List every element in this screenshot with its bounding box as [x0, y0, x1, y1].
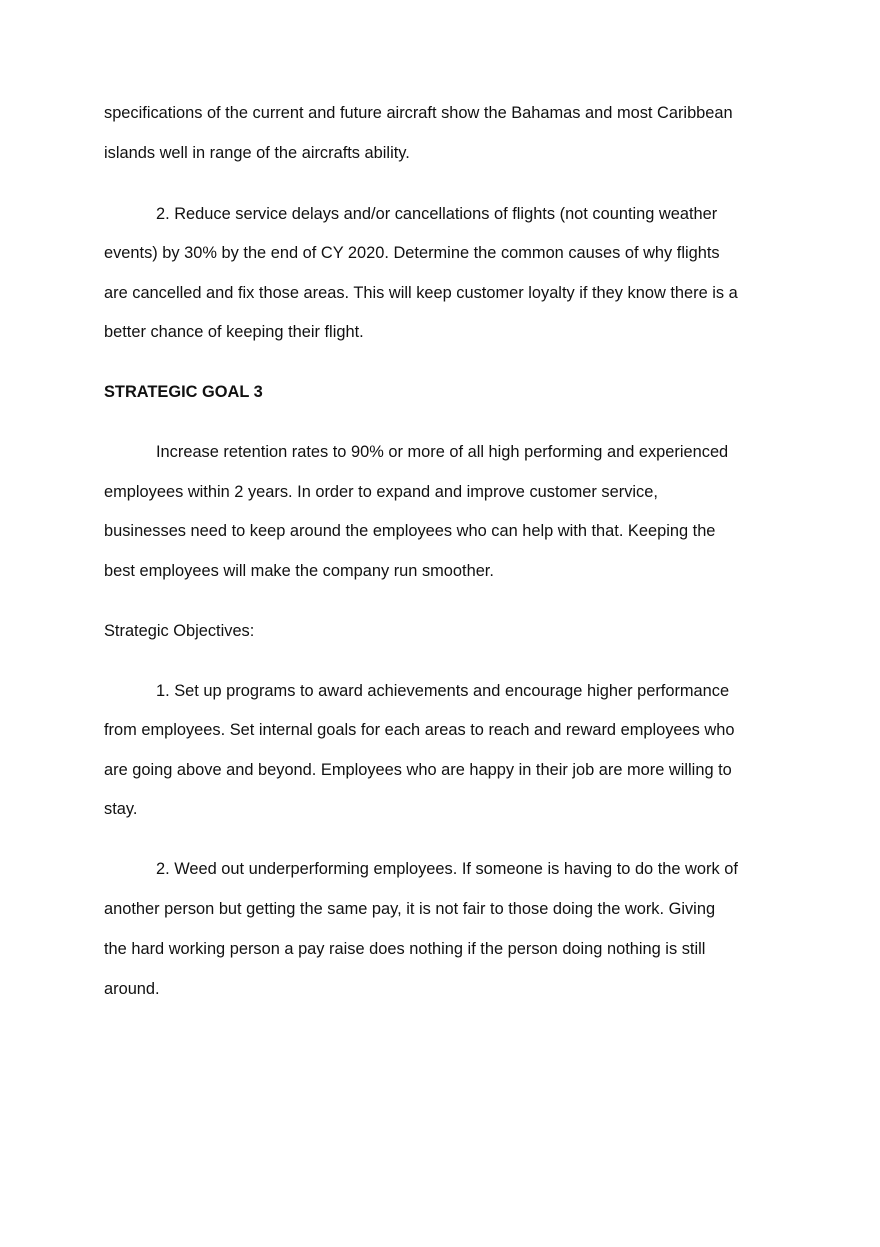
- paragraph-line: the hard working person a pay raise does nothing if the person doing nothing is still: [104, 940, 706, 958]
- paragraph-line: stay.: [104, 800, 138, 818]
- goal-paragraph-line: Increase retention rates to 90% or more of all high performing and experienced: [156, 443, 729, 461]
- paragraph-line: best employees will make the company run smoother.: [104, 562, 494, 580]
- paragraph-line: are cancelled and fix those areas. This will keep customer loyalty if they know there is a: [104, 284, 738, 302]
- objective-2-line: 2. Reduce service delays and/or cancellations of flights (not counting weather: [156, 205, 718, 223]
- paragraph-line: around.: [104, 980, 160, 998]
- paragraph-line: are going above and beyond. Employees who are happy in their job are more willing to: [104, 761, 732, 779]
- paragraph-line: islands well in range of the aircrafts ability.: [104, 144, 410, 162]
- objective-2-line: 2. Weed out underperforming employees. If someone is having to do the work of: [156, 860, 738, 878]
- objective-1-line: 1. Set up programs to award achievements and encourage higher performance: [156, 682, 730, 700]
- paragraph-line: better chance of keeping their flight.: [104, 323, 364, 341]
- paragraph-line: another person but getting the same pay, it is not fair to those doing the work. Giving: [104, 900, 716, 918]
- subheading: Strategic Objectives:: [104, 622, 255, 640]
- paragraph-line: events) by 30% by the end of CY 2020. Determine the common causes of why flights: [104, 244, 720, 262]
- paragraph-line: businesses need to keep around the employees who can help with that. Keeping the: [104, 522, 716, 540]
- paragraph-line: from employees. Set internal goals for each areas to reach and reward employees who: [104, 721, 735, 739]
- paragraph-line: specifications of the current and future aircraft show the Bahamas and most Caribbean: [104, 104, 733, 122]
- section-heading: STRATEGIC GOAL 3: [104, 383, 263, 401]
- paragraph-line: employees within 2 years. In order to expand and improve customer service,: [104, 483, 658, 501]
